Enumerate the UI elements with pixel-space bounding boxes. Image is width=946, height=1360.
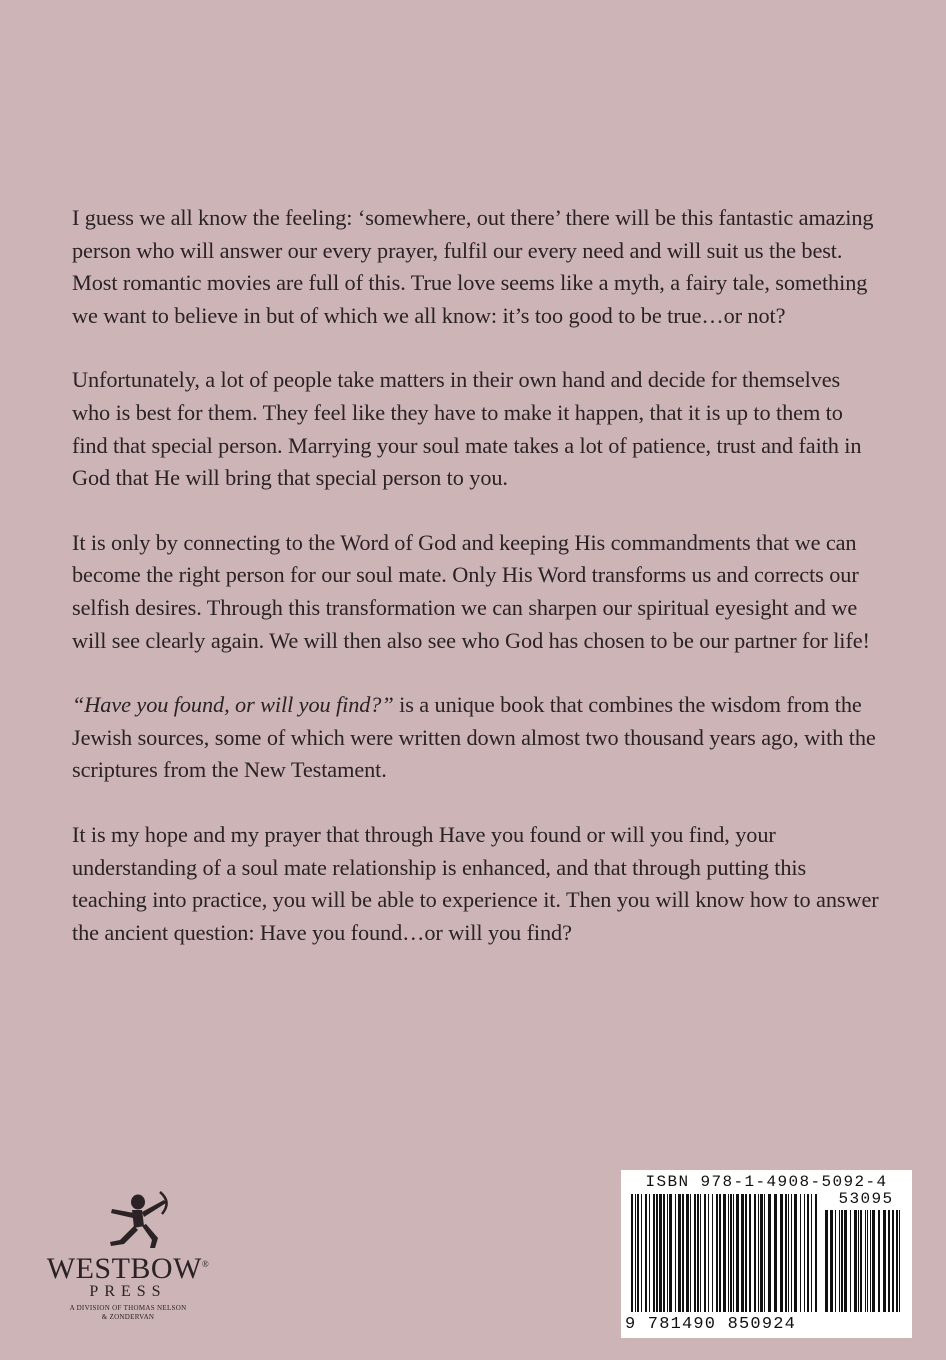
barcode-bar xyxy=(716,1194,718,1312)
barcode-bar xyxy=(682,1194,684,1312)
publisher-logo xyxy=(38,1190,228,1330)
barcode-bar xyxy=(791,1194,792,1312)
barcode-bar xyxy=(635,1194,636,1312)
division-line-2: & ZONDERVAN xyxy=(101,1313,155,1321)
barcode-bar xyxy=(631,1194,633,1312)
barcode-bar xyxy=(690,1194,691,1312)
barcode-bar xyxy=(841,1210,843,1312)
barcode-bar xyxy=(785,1194,787,1312)
barcode-bar xyxy=(675,1194,676,1312)
barcode-bar xyxy=(896,1210,898,1312)
blurb-paragraph-4-rest: is a unique book that combines the wisdom from the Jewish sources, some of which were written down almost two thousand years ago, with the scriptures from the New Testament. xyxy=(72,692,876,783)
publisher-press: PRESS xyxy=(89,1283,167,1300)
barcode-bar xyxy=(788,1194,789,1312)
barcode-bar xyxy=(758,1194,759,1312)
barcode-bar xyxy=(708,1194,709,1312)
barcode-bar xyxy=(830,1210,833,1312)
barcode-bar xyxy=(760,1194,763,1312)
book-title-italic: “Have you found, or will you find?” xyxy=(72,692,394,718)
barcode-bar xyxy=(872,1210,875,1312)
barcode-bar xyxy=(694,1194,696,1312)
barcode-bar xyxy=(888,1210,890,1312)
ean-digits: 9 781490 850924 xyxy=(625,1315,797,1334)
barcode-bar xyxy=(815,1194,817,1312)
barcode-bar xyxy=(749,1194,751,1312)
barcode-bar xyxy=(865,1210,866,1312)
barcode-bar xyxy=(850,1210,851,1312)
barcode-bar xyxy=(858,1210,859,1312)
barcode-bar xyxy=(741,1194,744,1312)
barcode-bar xyxy=(736,1194,739,1312)
barcode-bar xyxy=(700,1194,701,1312)
barcode-bar xyxy=(892,1210,894,1312)
division-line-1: A DIVISION OF THOMAS NELSON xyxy=(69,1304,187,1312)
archer-icon xyxy=(82,1190,174,1252)
barcode-bar xyxy=(637,1194,639,1312)
barcode-bar xyxy=(641,1194,642,1312)
barcode-bar xyxy=(800,1194,801,1312)
barcode-bar xyxy=(844,1210,847,1312)
barcode-bar xyxy=(745,1194,747,1312)
barcode-bar xyxy=(754,1194,756,1312)
barcode-bar xyxy=(712,1194,713,1312)
barcode-bar xyxy=(854,1210,857,1312)
barcode-bar xyxy=(686,1194,689,1312)
barcode-bar xyxy=(669,1194,672,1312)
barcode-main-bars xyxy=(631,1194,821,1312)
barcode-bar xyxy=(653,1194,655,1312)
blurb-paragraph-5: It is my hope and my prayer that through Have you found or will you find, your understanding of a soul mate relationship is enhanced, and that through putting this teaching into practice, you will be able to experience it. Then you will know how to answer the ancient question: Have you found…or will you find? xyxy=(72,821,879,945)
barcode-addon-bars xyxy=(825,1210,905,1312)
isbn-label: ISBN 978-1-4908-5092-4 xyxy=(645,1173,888,1191)
barcode-addon-code: 53095 xyxy=(838,1190,894,1208)
registered-mark: ® xyxy=(201,1259,210,1269)
barcode-bar xyxy=(649,1194,650,1312)
barcode-bar xyxy=(663,1194,665,1312)
barcode-bar xyxy=(883,1210,886,1312)
barcode-bar xyxy=(719,1194,721,1312)
barcode-bar xyxy=(730,1194,732,1312)
publisher-name-text: WESTBOW xyxy=(46,1252,202,1285)
publisher-name xyxy=(38,1252,218,1286)
barcode-bar xyxy=(878,1210,880,1312)
barcode-bar xyxy=(811,1194,812,1312)
barcode-bar xyxy=(659,1194,662,1312)
barcode-bar xyxy=(733,1194,734,1312)
barcode-bar xyxy=(867,1210,868,1312)
publisher-division xyxy=(42,1304,214,1322)
barcode-bar xyxy=(870,1210,871,1312)
blurb-paragraph-4 xyxy=(72,689,882,787)
barcode-bar xyxy=(723,1194,726,1312)
barcode-bar xyxy=(704,1194,706,1312)
barcode-bar xyxy=(728,1194,729,1312)
isbn-barcode xyxy=(621,1170,912,1338)
barcode-bar xyxy=(899,1210,900,1312)
barcode-bar xyxy=(839,1210,840,1312)
barcode-bar xyxy=(764,1194,765,1312)
barcode-bar xyxy=(667,1194,668,1312)
barcode-bar xyxy=(794,1194,797,1312)
blurb-paragraph-2: Unfortunately, a lot of people take matters in their own hand and decide for themselves who is best for them. They feel like they have to make it happen, that it is up to them to find that special person. Marrying your soul mate takes a lot of patience, trust and faith in God that He will bring that special person to you. xyxy=(72,367,862,491)
blurb-paragraph-1: I guess we all know the feeling: ‘somewhere, out there’ there will be this fantastic amazing person who will answer our every prayer, fulfil our every need and will suit us the best. Most romantic movies are full of this. True love seems like a myth, a fairy tale, something we want to believe in but of which we all know: it’s too good to be true…or not? xyxy=(72,205,874,328)
barcode-bar xyxy=(860,1210,862,1312)
barcode-bar xyxy=(825,1210,828,1312)
barcode-bar xyxy=(774,1194,777,1312)
barcode-bar xyxy=(678,1194,681,1312)
barcode-bar xyxy=(780,1194,783,1312)
barcode-bar xyxy=(835,1210,836,1312)
barcode-bar xyxy=(768,1194,771,1312)
back-cover-blurb xyxy=(72,202,882,981)
barcode-bar xyxy=(697,1194,699,1312)
barcode-bar xyxy=(804,1194,805,1312)
barcode-bar xyxy=(807,1194,809,1312)
barcode-bar xyxy=(645,1194,647,1312)
blurb-paragraph-3: It is only by connecting to the Word of God and keeping His commandments that we can become the right person for our soul mate. Only His Word transforms us and corrects our selfish desires. Through this transformation we can sharpen our spiritual eyesight and we will see clearly again. We will then also see who God has chosen to be our partner for life! xyxy=(72,529,870,653)
barcode-bar xyxy=(656,1194,658,1312)
